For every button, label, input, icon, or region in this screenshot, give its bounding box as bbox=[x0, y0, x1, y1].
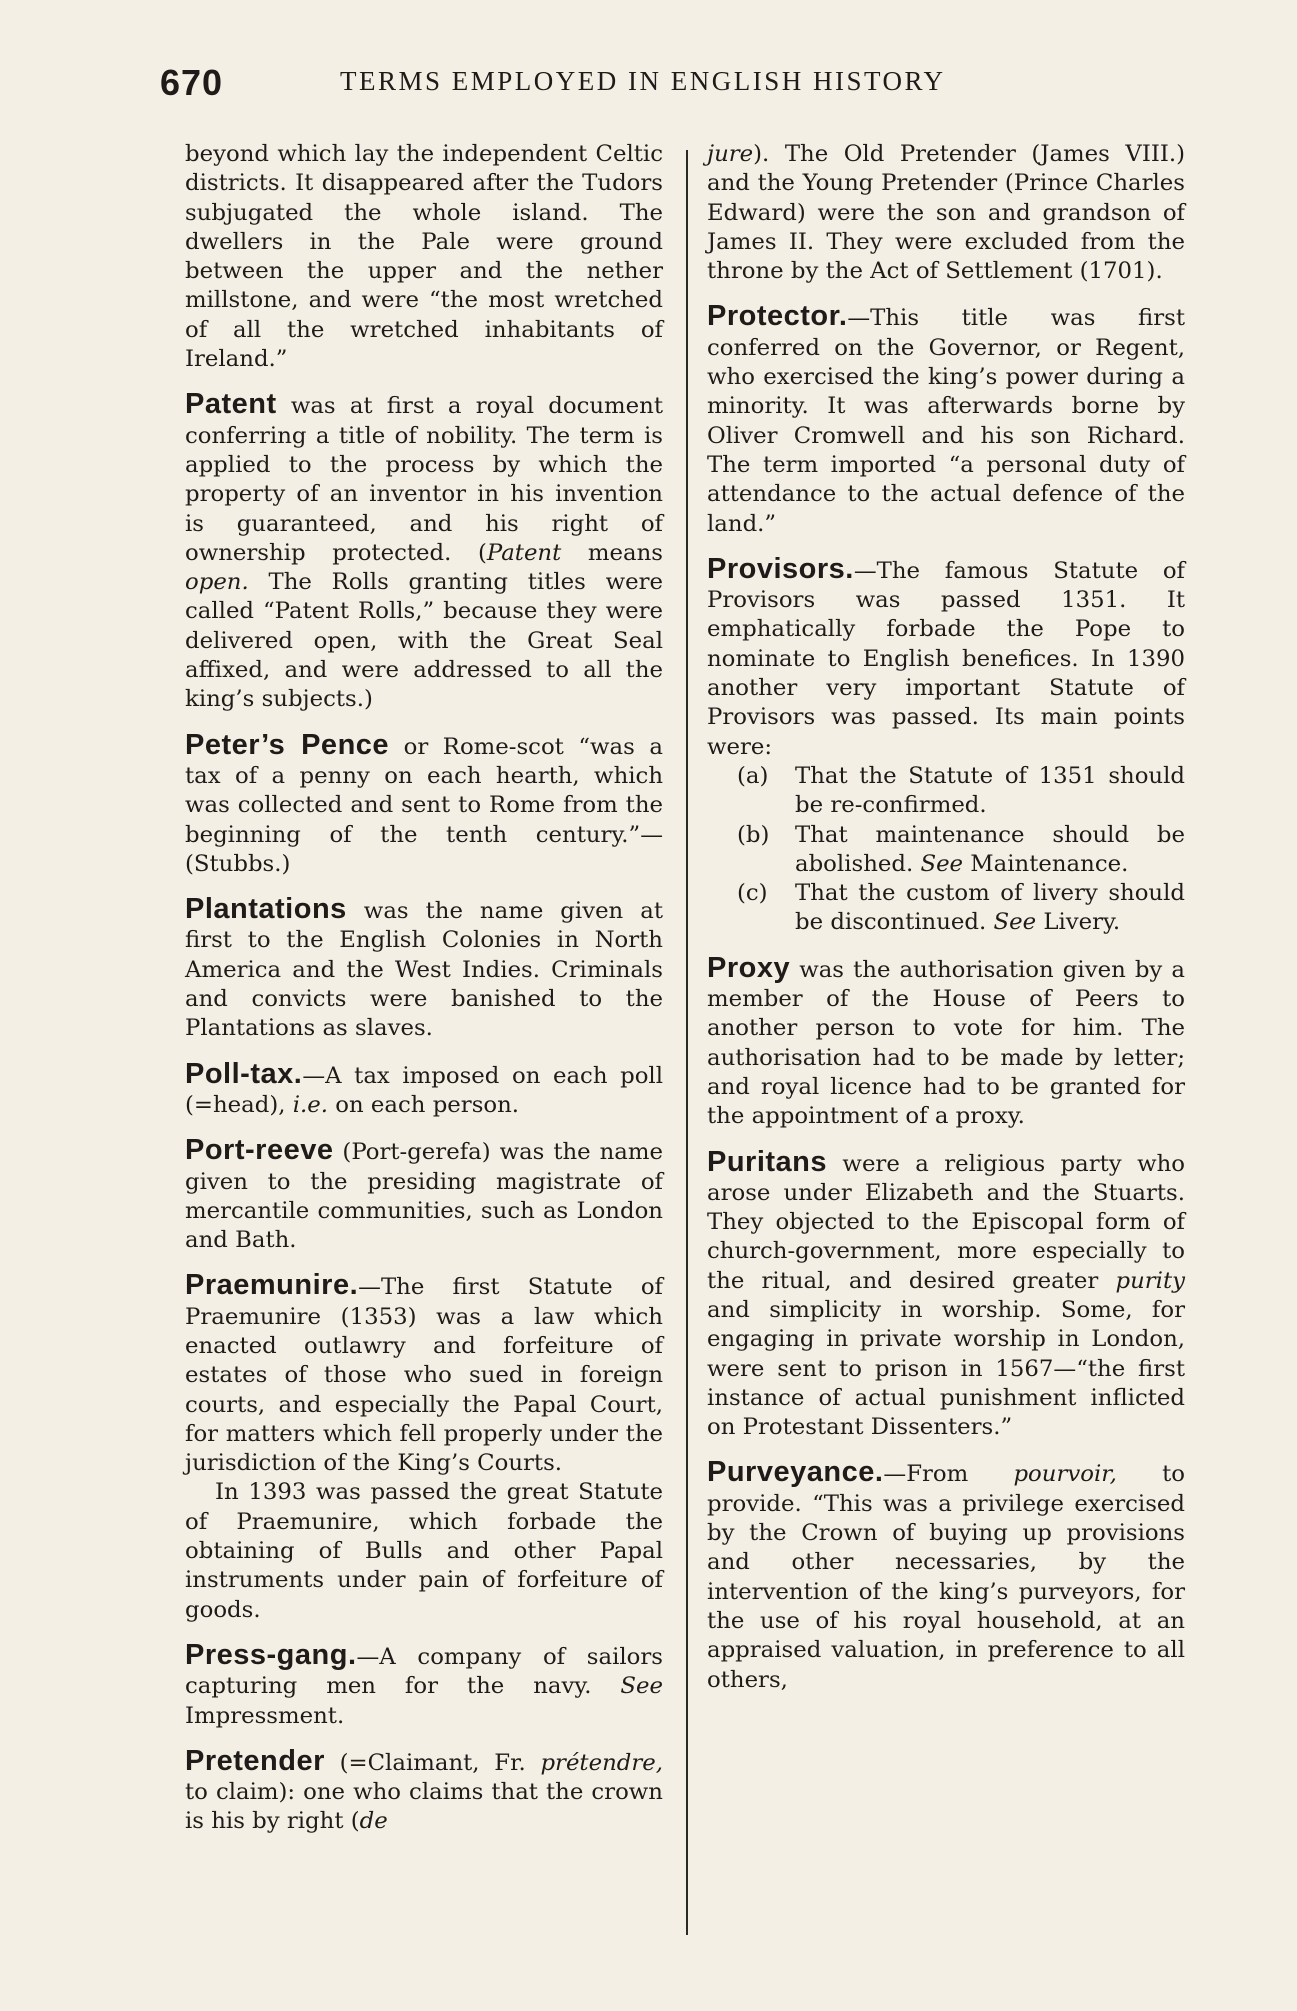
entry-italic: jure bbox=[707, 141, 754, 167]
entry-peters-pence bbox=[185, 728, 663, 879]
entry-italic: pourvoir, bbox=[1013, 1461, 1117, 1488]
entry-term: Provisors. bbox=[707, 552, 854, 585]
entry-text: was at first a royal document conferring a title of nobility. The term is applied to the process by which the property of an inventor in his invention is guaranteed, and his right of ownership protected. ( bbox=[185, 393, 663, 566]
continuation-paragraph: beyond which lay the independent Celtic districts. It disappeared after the Tudors subjugated the whole island. The dwellers in the Pale were ground between the upper and the nether millstone, and were “the most wretched of all the wretched inhabitants of Ireland.” bbox=[185, 141, 663, 373]
entry-term: Praemunire. bbox=[185, 1269, 359, 1302]
list-text: Livery. bbox=[1036, 909, 1121, 936]
entry-text: —The first Statute of Praemunire (1353) was a law which enacted outlawry and forfeiture of estates of those who sued in foreign courts, and especially the Papal Court, for matters which fell properly under the jurisdiction of the King’s Courts. bbox=[185, 1274, 663, 1477]
entry-term: Purveyance. bbox=[707, 1456, 884, 1489]
entry-port-reeve bbox=[185, 1136, 663, 1255]
entry-text: —From bbox=[883, 1461, 1014, 1488]
list-text: That the Statute of 1351 should be re-confirmed. bbox=[795, 762, 1185, 819]
entry-italic: open. bbox=[185, 569, 249, 596]
entry-text: —The famous Statute of Provisors was passed 1351. It emphatically forbade the Pope to nominate to English benefices. In 1390 another very important Statute of Provisors was passed. Its main points were: bbox=[707, 557, 1185, 760]
entry-italic: See bbox=[620, 1673, 663, 1700]
entry-italic: de bbox=[359, 1808, 388, 1835]
entry-protector bbox=[707, 302, 1185, 538]
list-item bbox=[737, 821, 1185, 880]
running-title: TERMS EMPLOYED IN ENGLISH HISTORY bbox=[340, 66, 946, 96]
entry-text: Impressment. bbox=[185, 1702, 345, 1729]
entry-text: —A tax imposed on each poll (=head), bbox=[185, 1062, 663, 1118]
entry-text: (=Claimant, Fr. bbox=[324, 1749, 541, 1776]
entry-term: Press-gang. bbox=[185, 1638, 357, 1671]
entry-text: to claim): one who claims that the crown is his by right ( bbox=[185, 1779, 663, 1835]
entry-para-2: In 1393 was passed the great Statute of Praemunire, which forbade the obtaining of Bulls and other Papal instruments under pain of forfeiture of goods. bbox=[185, 1479, 663, 1623]
left-column bbox=[185, 140, 663, 1853]
entry-provisors bbox=[707, 552, 1185, 938]
column-divider bbox=[686, 150, 688, 1935]
list-text: That the custom of livery should be discontinued. bbox=[795, 880, 1185, 936]
entry-text: ). The Old Pretender (James VIII.) and the Young Pretender (Prince Charles Edward) were the son and grandson of James II. They were excluded from the throne by the Act of Settlement (1701). bbox=[707, 141, 1185, 285]
list-item bbox=[737, 762, 1185, 821]
right-column bbox=[707, 140, 1185, 1711]
entry-poll-tax bbox=[185, 1057, 663, 1121]
list-text: Maintenance. bbox=[963, 850, 1129, 877]
entry-term: Poll-tax. bbox=[185, 1057, 303, 1090]
entry-term: Plantations bbox=[185, 893, 347, 926]
entry-term: Protector. bbox=[707, 300, 848, 333]
page-number: 670 bbox=[160, 62, 224, 103]
entry-text: and simplicity in worship. Some, for engaging in private worship in London, were sent to prison in 1567—“the first instance of actual punishment inflicted on Protestant Dissenters.” bbox=[707, 1296, 1185, 1441]
entry-proxy bbox=[707, 951, 1185, 1132]
entry-text: was the name given at first to the English Colonies in North America and the West Indies. Criminals and convicts were banished to the Plantations as slaves. bbox=[185, 898, 663, 1042]
entry-term: Proxy bbox=[707, 951, 791, 984]
entry-italic: purity bbox=[1115, 1267, 1185, 1294]
entry-text: (Port-gerefa) was the name given to the presiding magistrate of mercantile communities, such as London and Bath. bbox=[185, 1139, 663, 1254]
list-marker: (a) bbox=[737, 762, 769, 789]
entry-term: Pretender bbox=[185, 1744, 325, 1777]
entry-text: The Rolls granting titles were called “Patent Rolls,” because they were delivered open, with the Great Seal affixed, and were addressed to all the king’s subjects.) bbox=[185, 569, 663, 713]
entry-para bbox=[707, 552, 1185, 762]
entry-text: means bbox=[561, 539, 663, 566]
entry-term: Port-reeve bbox=[185, 1134, 334, 1167]
entry-italic: See bbox=[920, 850, 964, 877]
entry-purveyance bbox=[707, 1458, 1185, 1694]
entry-text: was the authorisation given by a member of the House of Peers to another person to vote for him. The authorisation had to be made by letter; and royal licence had to be granted for the appointment of a proxy. bbox=[707, 956, 1185, 1130]
entry-pretender bbox=[185, 1744, 663, 1837]
entry-text: —This title was first conferred on the Governor, or Regent, who exercised the king’s power during a minority. It was afterwards borne by Oliver Cromwell and his son Richard. The term imported “a personal duty of attendance to the actual defence of the land.” bbox=[707, 305, 1185, 537]
entry-text: —A company of sailors capturing men for the navy. bbox=[185, 1643, 663, 1700]
list-text: That maintenance should be abolished. bbox=[795, 821, 1185, 877]
provisors-points-list bbox=[707, 762, 1185, 938]
entry-italic: Patent bbox=[486, 539, 562, 566]
entry-patent bbox=[185, 390, 663, 714]
entry-para bbox=[185, 1271, 663, 1478]
list-marker: (c) bbox=[737, 880, 768, 907]
entry-text: or Rome-scot “was a tax of a penny on each hearth, which was collected and sent to Rome from the beginning of the tenth century.”—(Stubbs.) bbox=[185, 733, 663, 877]
entry-term: Puritans bbox=[707, 1145, 828, 1178]
entry-puritans bbox=[707, 1145, 1185, 1443]
entry-praemunire bbox=[185, 1271, 663, 1625]
entry-text: on each person. bbox=[328, 1091, 520, 1118]
entry-text: to provide. “This was a privilege exercised by the Crown of buying up provisions and other necessaries, by the intervention of the king’s purveyors, for the use of his royal household, at an appraised valuation, in preference to all others, bbox=[707, 1461, 1185, 1693]
page-header bbox=[160, 62, 1040, 102]
entry-italic: See bbox=[993, 909, 1037, 936]
entry-term: Patent bbox=[185, 388, 277, 421]
list-marker: (b) bbox=[737, 821, 770, 848]
list-item bbox=[737, 879, 1185, 938]
entry-term: Peter’s Pence bbox=[185, 728, 390, 761]
entry-plantations bbox=[185, 895, 663, 1043]
entry-italic: prétendre, bbox=[540, 1749, 663, 1776]
entry-pretender-continued bbox=[707, 140, 1185, 286]
entry-press-gang bbox=[185, 1638, 663, 1731]
entry-text: were a religious party who arose under Elizabeth and the Stuarts. They objected to the Episcopal form of church-government, more especially to the ritual, and desired greater bbox=[707, 1150, 1185, 1294]
entry-italic: i.e. bbox=[292, 1091, 329, 1118]
